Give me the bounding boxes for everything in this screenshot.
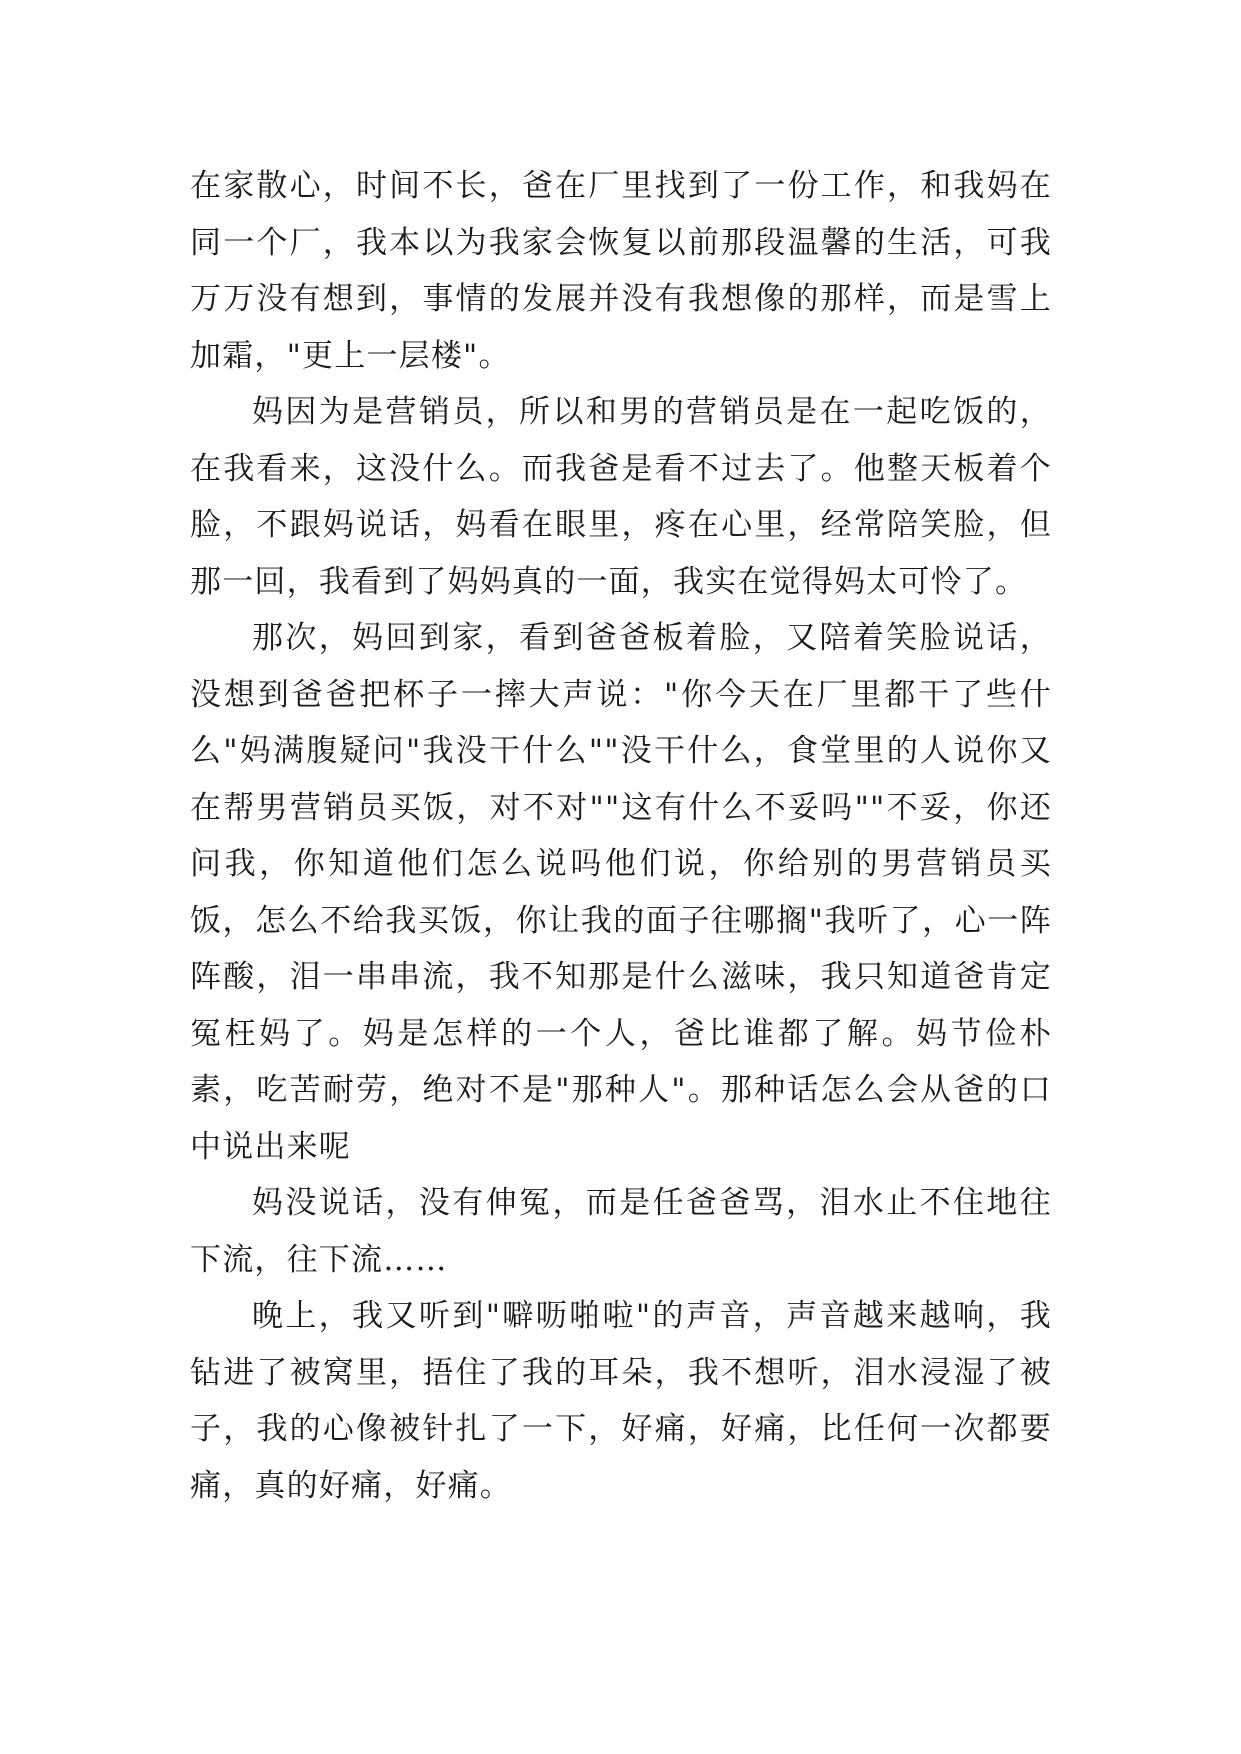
paragraph-5: 晚上，我又听到"噼呖啪啦"的声音，声音越来越响，我钻进了被窝里，捂住了我的耳朵，我不想听，泪水浸湿了被子，我的心像被针扎了一下，好痛，好痛，比任何一次都要痛，真的好痛，好痛。 <box>190 1298 1052 1504</box>
paragraph-3: 那次，妈回到家，看到爸爸板着脸，又陪着笑脸说话，没想到爸爸把杯子一摔大声说："你今天在厂里都干了些什么"妈满腹疑问"我没干什么""没干什么，食堂里的人说你又在帮男营销员买饭，对不对""这有什么不妥吗""不妥，你还问我，你知道他们怎么说吗他们说，你给别的男营销员买饭，怎么不给我买饭，你让我的面子往哪搁"我听了，心一阵阵酸，泪一串串流，我不知那是什么滋味，我只知道爸肯定冤枉妈了。妈是怎样的一个人，爸比谁都了解。妈节俭朴素，吃苦耐劳，绝对不是"那种人"。那种话怎么会从爸的口中说出来呢 <box>190 620 1052 1165</box>
document-page <box>190 158 1052 1514</box>
paragraph-1: 在家散心，时间不长，爸在厂里找到了一份工作，和我妈在同一个厂，我本以为我家会恢复以前那段温馨的生活，可我万万没有想到，事情的发展并没有我想像的那样，而是雪上加霜，"更上一层楼"。 <box>190 168 1052 374</box>
paragraph-4: 妈没说话，没有伸冤，而是任爸爸骂，泪水止不住地往下流，往下流…… <box>190 1185 1052 1278</box>
paragraph-2: 妈因为是营销员，所以和男的营销员是在一起吃饭的，在我看来，这没什么。而我爸是看不过去了。他整天板着个脸，不跟妈说话，妈看在眼里，疼在心里，经常陪笑脸，但那一回，我看到了妈妈真的一面，我实在觉得妈太可怜了。 <box>190 394 1052 600</box>
